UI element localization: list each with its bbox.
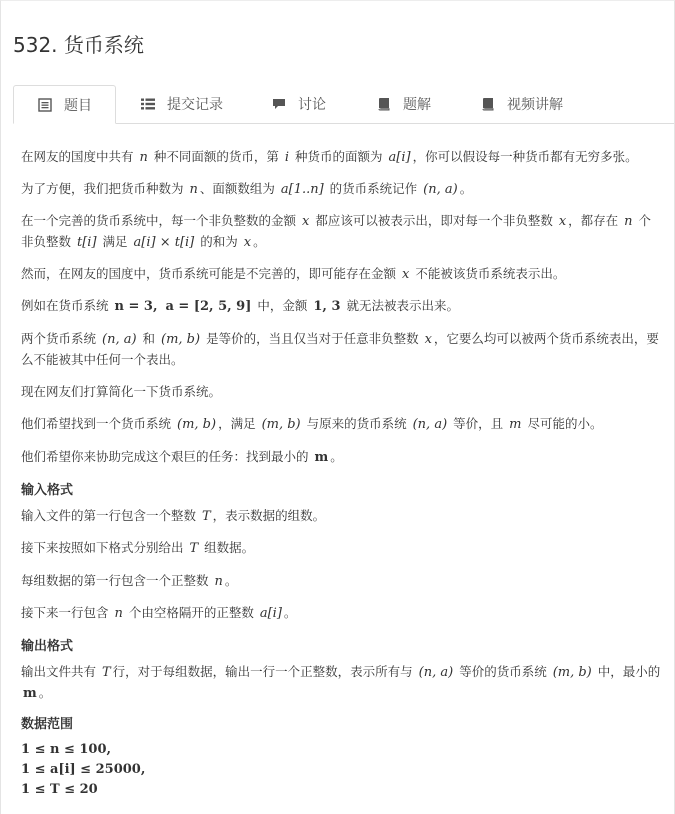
tab-label: 题解 [403, 97, 431, 113]
statement-paragraph [21, 296, 661, 317]
text: 。 [224, 573, 238, 588]
text: 、面额数组为 [199, 181, 275, 196]
tab-discussion[interactable] [272, 85, 326, 123]
statement-paragraph [21, 211, 661, 253]
list-icon [38, 98, 52, 112]
input-format-line [21, 571, 661, 592]
text: 在网友的国度中共有 [21, 149, 134, 164]
text: 例如在货币系统 [21, 298, 109, 313]
output-format-line [21, 662, 661, 704]
statement-paragraph [21, 329, 661, 370]
text: 两个货币系统 [21, 331, 97, 346]
text: 中，金额 [257, 298, 308, 313]
math: (n, a) [423, 182, 458, 197]
math: (n, a) [102, 332, 137, 347]
input-format-line [21, 506, 661, 527]
math: n = 3, [114, 299, 158, 314]
input-format-line [21, 538, 661, 559]
data-range-heading: 数据范围 [21, 717, 74, 732]
data-range-line: 1 ≤ n ≤ 100, [21, 742, 112, 757]
book-icon [377, 97, 391, 111]
text: 他们希望找到一个货币系统 [21, 416, 172, 431]
math: (m, b) [261, 417, 301, 432]
tab-label: 提交记录 [167, 97, 223, 113]
text: 。 [283, 605, 297, 620]
data-range-line: 1 ≤ a[i] ≤ 25000, [21, 762, 146, 777]
page-title: 532. 货币系统 [13, 33, 144, 57]
math: T [202, 509, 211, 524]
tab-label: 题目 [64, 97, 92, 114]
math: (m, b) [177, 417, 217, 432]
text: 在一个完善的货币系统中，每一个非负整数的金额 [21, 213, 297, 228]
text: 等价，且 [453, 416, 504, 431]
text: 输出文件共有 [21, 664, 97, 679]
math: n [624, 214, 633, 229]
text: 输入文件的第一行包含一个整数 [21, 508, 197, 523]
text: 。 [330, 449, 343, 464]
text: 个由空格隔开的正整数 [128, 605, 254, 620]
tab-bar [13, 85, 674, 124]
math: a[i] × t[i] [133, 235, 195, 250]
text: 的和为 [200, 234, 238, 249]
text: ，表示数据的组数。 [212, 508, 326, 523]
text: ，满足 [218, 416, 256, 431]
tab-problem[interactable] [13, 85, 116, 124]
math: i [284, 150, 290, 165]
math: T [102, 665, 111, 680]
math: x [302, 214, 310, 229]
math: 1, 3 [313, 299, 341, 314]
math: n [114, 606, 123, 621]
math: (m, b) [161, 332, 201, 347]
statement-paragraph [21, 147, 661, 168]
data-range-line: 1 ≤ T ≤ 20 [21, 782, 98, 797]
text: 然而，在网友的国度中，货币系统可能是不完善的，即可能存在金额 [21, 266, 397, 281]
text: 的货币系统记作 [329, 181, 418, 196]
math: x [424, 332, 432, 347]
text: 。 [459, 181, 473, 196]
tab-video-solutions[interactable] [481, 85, 563, 123]
text: 接下来按照如下格式分别给出 [21, 540, 184, 555]
text: 是等价的，当且仅当对于任意非负整数 [206, 331, 419, 346]
math: T [189, 541, 199, 556]
text: 。 [253, 234, 266, 249]
statement-paragraph [21, 414, 661, 435]
text: ，你可以假设每一种货币都有无穷多张。 [412, 149, 638, 164]
text: 接下来一行包含 [21, 605, 109, 620]
statement-paragraph [21, 382, 661, 402]
math: a[i] [259, 606, 282, 621]
math: x [243, 235, 252, 250]
math: m [23, 686, 37, 701]
math: (n, a) [412, 417, 448, 432]
text: ，都存在 [568, 213, 619, 228]
math: (n, a) [418, 665, 454, 680]
math: a[i] [388, 150, 411, 165]
math: a[1..n] [280, 182, 324, 197]
text: 种不同面额的货币，第 [153, 149, 279, 164]
math: x [558, 214, 567, 229]
math: a = [2, 5, 9] [165, 299, 252, 314]
tab-submissions[interactable] [141, 85, 223, 123]
input-format-heading: 输入格式 [21, 483, 74, 498]
comment-icon [272, 97, 286, 111]
text: 种货币的面额为 [295, 149, 383, 164]
text: 每组数据的第一行包含一个正整数 [21, 573, 209, 588]
input-format-line [21, 603, 661, 624]
math: n [189, 182, 198, 197]
text: 行，对于每组数据，输出一行一个正整数，表示所有与 [112, 664, 413, 679]
text: 都应该可以被表示出，即对每一个非负整数 [315, 213, 553, 228]
statement-paragraph [21, 179, 661, 200]
text: 等价的货币系统 [459, 664, 547, 679]
text: 尽可能的小。 [527, 416, 603, 431]
tab-label: 视频讲解 [507, 97, 563, 113]
tab-solutions[interactable] [377, 85, 431, 123]
math: m [509, 417, 522, 432]
math: x [402, 267, 410, 282]
text: 现在网友们打算简化一下货币系统。 [21, 384, 222, 399]
text: 满足 [102, 234, 128, 249]
text: ，它要么均可以被两个货币系统表出，要么不能被其中任何一个表出。 [21, 331, 659, 367]
statement-paragraph [21, 264, 661, 285]
text: 中，最小的 [597, 664, 661, 679]
text: 他们希望你来协助完成这个艰巨的任务：找到最小的 [21, 449, 309, 464]
math: m [314, 450, 329, 465]
text: 不能被该货币系统表示出。 [415, 266, 566, 281]
bulleted-list-icon [141, 97, 155, 111]
text: 与原来的货币系统 [306, 416, 407, 431]
text: 就无法被表示出来。 [346, 298, 460, 313]
math: (m, b) [552, 665, 592, 680]
math: n [214, 574, 223, 589]
text: 和 [142, 331, 156, 346]
book-icon [481, 97, 495, 111]
text: 。 [38, 685, 52, 700]
math: t[i] [77, 235, 97, 250]
output-format-heading: 输出格式 [21, 639, 74, 654]
text: 组数据。 [204, 540, 255, 555]
text: 个非负整数 [21, 213, 652, 249]
text: 为了方便，我们把货币种数为 [21, 181, 184, 196]
math: n [139, 150, 148, 165]
statement-paragraph [21, 447, 661, 468]
tab-label: 讨论 [298, 97, 326, 113]
